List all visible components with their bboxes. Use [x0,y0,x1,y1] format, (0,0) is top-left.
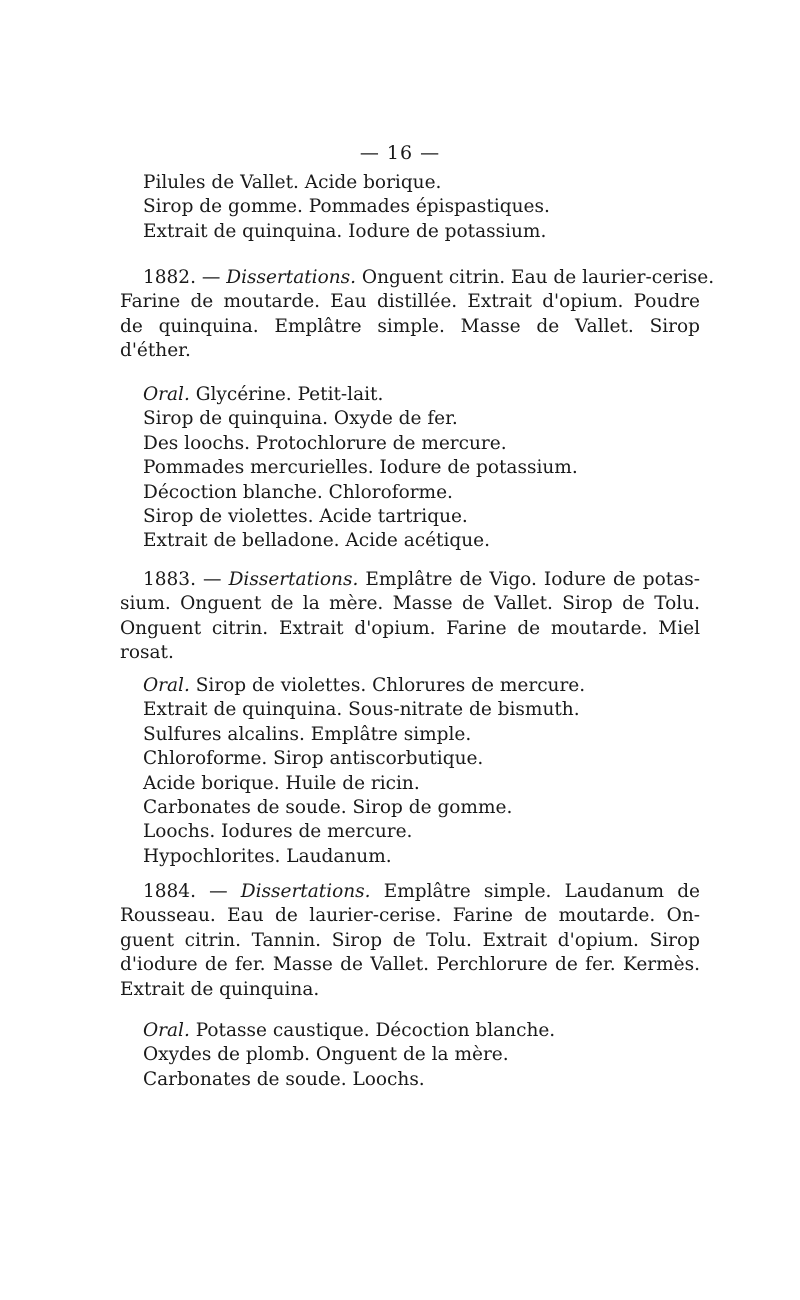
continuation-list [120,171,700,244]
section-label: Oral. [143,675,190,696]
list-line: Pommades mercurielles. Iodure de potassium. [143,457,578,479]
list-line: Hypochlorites. Laudanum. [143,845,392,867]
list-1884-oral [120,1019,700,1092]
list-line: Pilules de Vallet. Acide borique. [143,172,442,193]
paragraph-line: Onguent citrin. Extrait d'opium. Farine de moutarde. Miel [120,617,700,639]
list-line: Sirop de quinquina. Oxyde de fer. [143,408,458,430]
list-line: Carbonates de soude. Sirop de gomme. [143,797,513,819]
list-line: Acide borique. Huile de ricin. [143,772,420,794]
list-line: Extrait de quinquina. Iodure de potassium. [143,220,547,242]
paragraph-1882-dissertations [120,266,715,364]
section-label: Oral. [143,384,190,405]
line-text: Emplâtre simple. Laudanum de [370,881,700,902]
section-label: Dissertations. [228,569,359,590]
list-1883-oral [120,674,700,869]
paragraph-line: guent citrin. Tannin. Sirop de Tolu. Extrait d'opium. Sirop [120,929,700,951]
page-number: — 16 — [359,142,441,164]
line-text: Glycérine. Petit-lait. [189,384,384,405]
paragraph-line: Extrait de quinquina. [120,978,320,1000]
list-line: Décoction blanche. Chloroforme. [143,481,453,503]
paragraph-line: d'éther. [120,340,191,362]
line-text: Emplâtre de Vigo. Iodure de potas- [358,569,700,590]
list-first-line [120,674,700,698]
list-line: Sirop de violettes. Acide tartrique. [143,506,468,528]
paragraph-line: de quinquina. Emplâtre simple. Masse de Vallet. Sirop [120,315,700,337]
line-text: Potasse caustique. Décoction blanche. [189,1020,556,1041]
list-first-line [120,1019,700,1043]
list-line: Chloroforme. Sirop antiscorbutique. [143,748,484,770]
list-line: Extrait de belladone. Acide acétique. [143,530,490,552]
line-text: Onguent citrin. Eau de laurier-cerise. [356,267,715,288]
paragraph-line: Farine de moutarde. Eau distillée. Extrait d'opium. Poudre [120,291,700,313]
paragraph-first-line [120,880,700,904]
list-first-line [120,383,700,407]
paragraph-line: rosat. [120,642,174,664]
list-line: Sirop de gomme. Pommades épispastiques. [143,196,550,218]
list-line: Sulfures alcalins. Emplâtre simple. [143,723,472,745]
paragraph-1884-dissertations [120,880,700,1002]
paragraph-line: d'iodure de fer. Masse de Vallet. Perchlorure de fer. Kermès. [120,954,700,976]
section-label: Oral. [143,1020,190,1041]
paragraph-1883-dissertations [120,568,700,666]
paragraph-first-line [120,266,715,290]
paragraph-first-line [120,568,700,592]
paragraph-line: Rousseau. Eau de laurier-cerise. Farine de moutarde. On- [120,905,700,927]
list-line: Extrait de quinquina. Sous-nitrate de bismuth. [143,699,580,721]
year-label: 1882. — [143,267,227,288]
list-line: Oxydes de plomb. Onguent de la mère. [143,1044,509,1066]
year-label: 1883. — [143,569,229,590]
section-label: Dissertations. [240,881,371,902]
year-label: 1884. — [143,881,241,902]
section-label: Dissertations. [226,267,357,288]
list-line: Des loochs. Protochlorure de mercure. [143,432,507,454]
line-text: Sirop de violettes. Chlorures de mercure. [189,675,586,696]
list-line: Carbonates de soude. Loochs. [143,1068,425,1090]
paragraph-line: sium. Onguent de la mère. Masse de Vallet. Sirop de Tolu. [120,593,700,615]
list-1882-oral [120,383,700,554]
list-line: Loochs. Iodures de mercure. [143,821,413,843]
